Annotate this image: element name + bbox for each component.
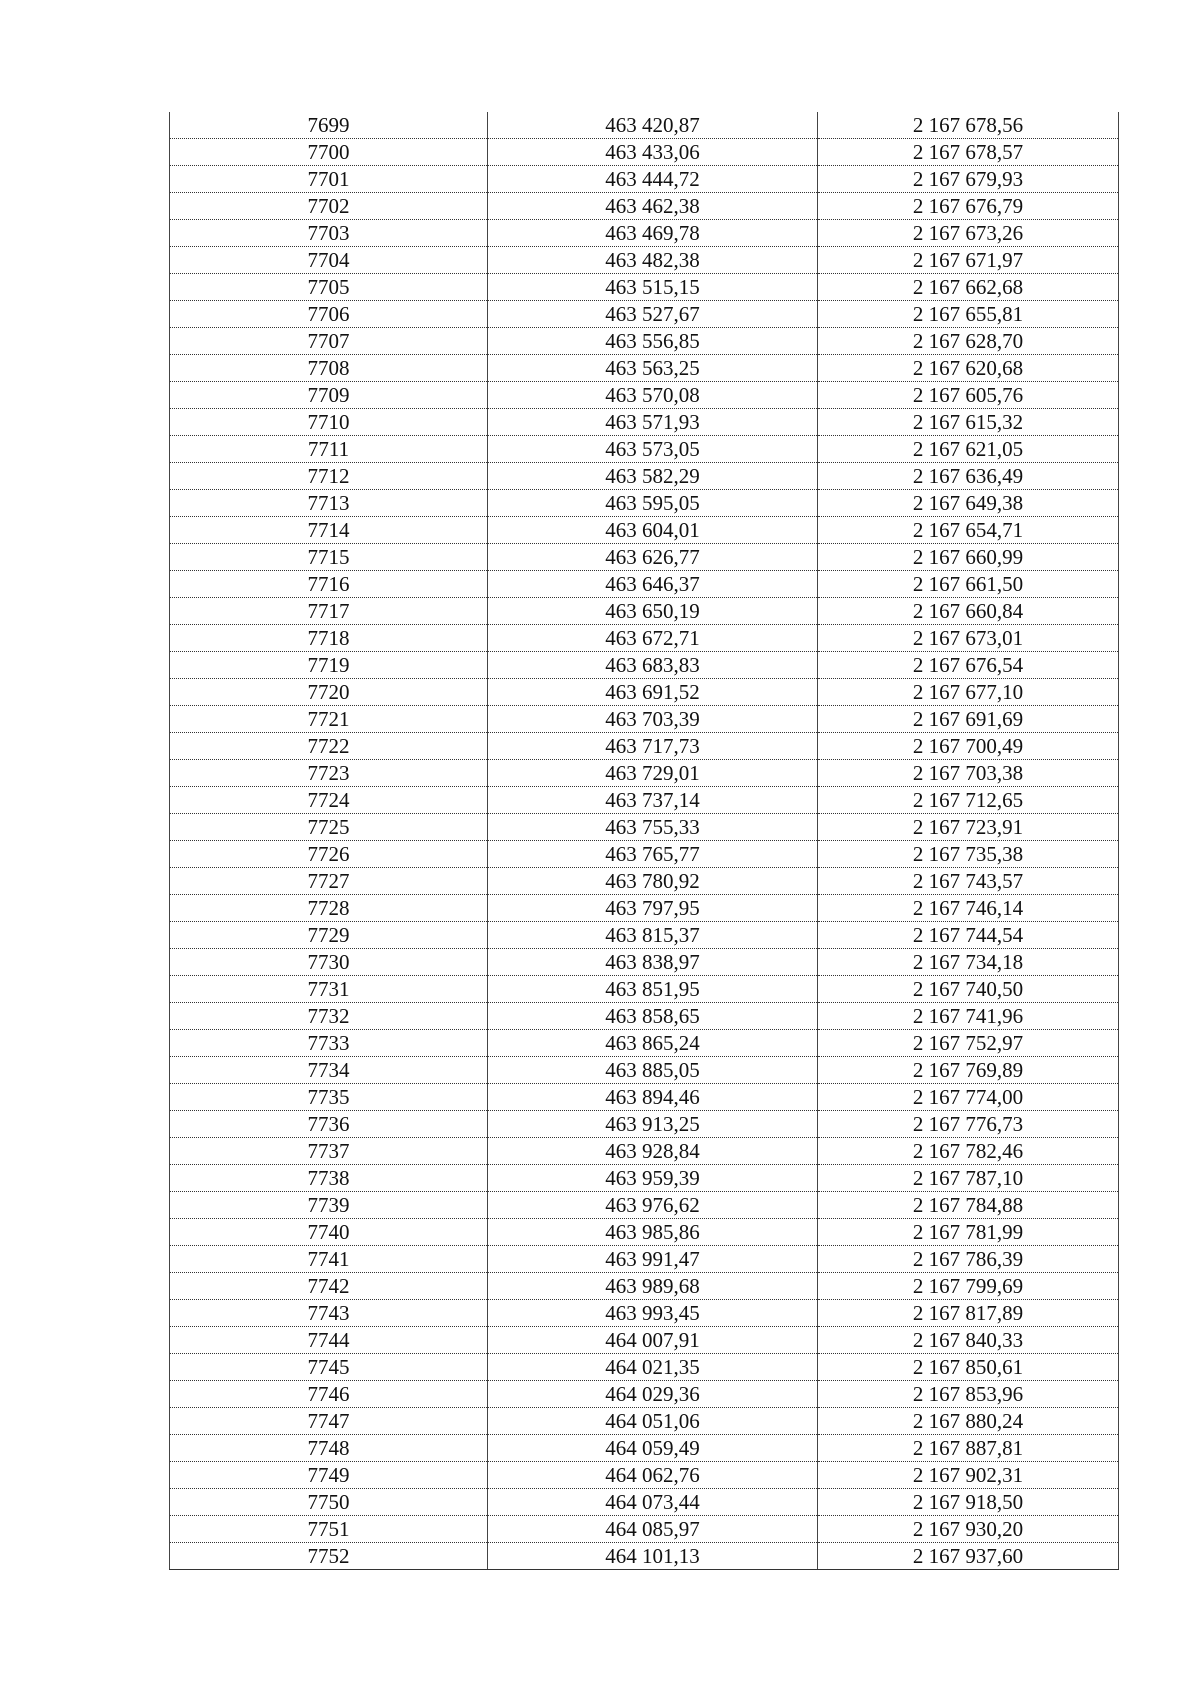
y-coordinate-cell: 2 167 786,39 bbox=[818, 1246, 1119, 1273]
point-number-cell: 7733 bbox=[170, 1030, 488, 1057]
table-row bbox=[170, 1138, 1119, 1165]
y-coordinate-cell: 2 167 676,79 bbox=[818, 193, 1119, 220]
table-row bbox=[170, 544, 1119, 571]
table-row bbox=[170, 517, 1119, 544]
point-number-cell: 7736 bbox=[170, 1111, 488, 1138]
point-number-cell: 7700 bbox=[170, 139, 488, 166]
y-coordinate-cell: 2 167 636,49 bbox=[818, 463, 1119, 490]
table-row bbox=[170, 1327, 1119, 1354]
table-row bbox=[170, 382, 1119, 409]
x-coordinate-cell: 463 582,29 bbox=[488, 463, 818, 490]
point-number-cell: 7741 bbox=[170, 1246, 488, 1273]
y-coordinate-cell: 2 167 735,38 bbox=[818, 841, 1119, 868]
x-coordinate-cell: 463 604,01 bbox=[488, 517, 818, 544]
x-coordinate-cell: 463 838,97 bbox=[488, 949, 818, 976]
table-row bbox=[170, 112, 1119, 139]
table-row bbox=[170, 571, 1119, 598]
point-number-cell: 7721 bbox=[170, 706, 488, 733]
point-number-cell: 7745 bbox=[170, 1354, 488, 1381]
y-coordinate-cell: 2 167 776,73 bbox=[818, 1111, 1119, 1138]
table-row bbox=[170, 625, 1119, 652]
point-number-cell: 7739 bbox=[170, 1192, 488, 1219]
table-row bbox=[170, 922, 1119, 949]
x-coordinate-cell: 464 021,35 bbox=[488, 1354, 818, 1381]
x-coordinate-cell: 463 913,25 bbox=[488, 1111, 818, 1138]
table-row bbox=[170, 1381, 1119, 1408]
table-row bbox=[170, 463, 1119, 490]
y-coordinate-cell: 2 167 887,81 bbox=[818, 1435, 1119, 1462]
point-number-cell: 7715 bbox=[170, 544, 488, 571]
point-number-cell: 7699 bbox=[170, 112, 488, 139]
y-coordinate-cell: 2 167 799,69 bbox=[818, 1273, 1119, 1300]
x-coordinate-cell: 463 815,37 bbox=[488, 922, 818, 949]
y-coordinate-cell: 2 167 937,60 bbox=[818, 1543, 1119, 1570]
y-coordinate-cell: 2 167 723,91 bbox=[818, 814, 1119, 841]
x-coordinate-cell: 464 051,06 bbox=[488, 1408, 818, 1435]
y-coordinate-cell: 2 167 743,57 bbox=[818, 868, 1119, 895]
x-coordinate-cell: 463 515,15 bbox=[488, 274, 818, 301]
x-coordinate-cell: 463 858,65 bbox=[488, 1003, 818, 1030]
table-row bbox=[170, 409, 1119, 436]
coordinates-table-body bbox=[170, 112, 1119, 1570]
x-coordinate-cell: 464 007,91 bbox=[488, 1327, 818, 1354]
table-row bbox=[170, 1300, 1119, 1327]
y-coordinate-cell: 2 167 840,33 bbox=[818, 1327, 1119, 1354]
x-coordinate-cell: 463 469,78 bbox=[488, 220, 818, 247]
y-coordinate-cell: 2 167 679,93 bbox=[818, 166, 1119, 193]
point-number-cell: 7703 bbox=[170, 220, 488, 247]
y-coordinate-cell: 2 167 662,68 bbox=[818, 274, 1119, 301]
y-coordinate-cell: 2 167 691,69 bbox=[818, 706, 1119, 733]
point-number-cell: 7714 bbox=[170, 517, 488, 544]
y-coordinate-cell: 2 167 677,10 bbox=[818, 679, 1119, 706]
x-coordinate-cell: 463 993,45 bbox=[488, 1300, 818, 1327]
point-number-cell: 7737 bbox=[170, 1138, 488, 1165]
y-coordinate-cell: 2 167 671,97 bbox=[818, 247, 1119, 274]
y-coordinate-cell: 2 167 615,32 bbox=[818, 409, 1119, 436]
x-coordinate-cell: 463 959,39 bbox=[488, 1165, 818, 1192]
table-row bbox=[170, 706, 1119, 733]
y-coordinate-cell: 2 167 746,14 bbox=[818, 895, 1119, 922]
point-number-cell: 7747 bbox=[170, 1408, 488, 1435]
point-number-cell: 7732 bbox=[170, 1003, 488, 1030]
point-number-cell: 7708 bbox=[170, 355, 488, 382]
x-coordinate-cell: 463 797,95 bbox=[488, 895, 818, 922]
point-number-cell: 7751 bbox=[170, 1516, 488, 1543]
table-row bbox=[170, 1165, 1119, 1192]
x-coordinate-cell: 463 420,87 bbox=[488, 112, 818, 139]
x-coordinate-cell: 463 433,06 bbox=[488, 139, 818, 166]
point-number-cell: 7716 bbox=[170, 571, 488, 598]
table-row bbox=[170, 895, 1119, 922]
point-number-cell: 7718 bbox=[170, 625, 488, 652]
y-coordinate-cell: 2 167 628,70 bbox=[818, 328, 1119, 355]
y-coordinate-cell: 2 167 902,31 bbox=[818, 1462, 1119, 1489]
y-coordinate-cell: 2 167 752,97 bbox=[818, 1030, 1119, 1057]
y-coordinate-cell: 2 167 660,84 bbox=[818, 598, 1119, 625]
table-row bbox=[170, 841, 1119, 868]
table-row bbox=[170, 1246, 1119, 1273]
x-coordinate-cell: 463 865,24 bbox=[488, 1030, 818, 1057]
table-row bbox=[170, 301, 1119, 328]
point-number-cell: 7734 bbox=[170, 1057, 488, 1084]
point-number-cell: 7735 bbox=[170, 1084, 488, 1111]
y-coordinate-cell: 2 167 654,71 bbox=[818, 517, 1119, 544]
x-coordinate-cell: 463 482,38 bbox=[488, 247, 818, 274]
x-coordinate-cell: 463 595,05 bbox=[488, 490, 818, 517]
x-coordinate-cell: 464 029,36 bbox=[488, 1381, 818, 1408]
x-coordinate-cell: 463 780,92 bbox=[488, 868, 818, 895]
table-row bbox=[170, 760, 1119, 787]
y-coordinate-cell: 2 167 918,50 bbox=[818, 1489, 1119, 1516]
y-coordinate-cell: 2 167 660,99 bbox=[818, 544, 1119, 571]
table-row bbox=[170, 1111, 1119, 1138]
x-coordinate-cell: 463 976,62 bbox=[488, 1192, 818, 1219]
point-number-cell: 7724 bbox=[170, 787, 488, 814]
point-number-cell: 7710 bbox=[170, 409, 488, 436]
y-coordinate-cell: 2 167 621,05 bbox=[818, 436, 1119, 463]
table-row bbox=[170, 814, 1119, 841]
table-row bbox=[170, 1030, 1119, 1057]
x-coordinate-cell: 463 765,77 bbox=[488, 841, 818, 868]
table-row bbox=[170, 328, 1119, 355]
x-coordinate-cell: 463 928,84 bbox=[488, 1138, 818, 1165]
y-coordinate-cell: 2 167 678,56 bbox=[818, 112, 1119, 139]
x-coordinate-cell: 463 573,05 bbox=[488, 436, 818, 463]
y-coordinate-cell: 2 167 649,38 bbox=[818, 490, 1119, 517]
y-coordinate-cell: 2 167 817,89 bbox=[818, 1300, 1119, 1327]
table-row bbox=[170, 1003, 1119, 1030]
y-coordinate-cell: 2 167 703,38 bbox=[818, 760, 1119, 787]
x-coordinate-cell: 463 444,72 bbox=[488, 166, 818, 193]
y-coordinate-cell: 2 167 673,26 bbox=[818, 220, 1119, 247]
x-coordinate-cell: 463 755,33 bbox=[488, 814, 818, 841]
y-coordinate-cell: 2 167 850,61 bbox=[818, 1354, 1119, 1381]
point-number-cell: 7749 bbox=[170, 1462, 488, 1489]
x-coordinate-cell: 464 085,97 bbox=[488, 1516, 818, 1543]
table-row bbox=[170, 868, 1119, 895]
point-number-cell: 7728 bbox=[170, 895, 488, 922]
table-row bbox=[170, 1462, 1119, 1489]
x-coordinate-cell: 463 691,52 bbox=[488, 679, 818, 706]
point-number-cell: 7725 bbox=[170, 814, 488, 841]
x-coordinate-cell: 463 703,39 bbox=[488, 706, 818, 733]
point-number-cell: 7726 bbox=[170, 841, 488, 868]
x-coordinate-cell: 463 894,46 bbox=[488, 1084, 818, 1111]
table-row bbox=[170, 166, 1119, 193]
table-row bbox=[170, 1354, 1119, 1381]
y-coordinate-cell: 2 167 661,50 bbox=[818, 571, 1119, 598]
table-row bbox=[170, 976, 1119, 1003]
table-row bbox=[170, 220, 1119, 247]
y-coordinate-cell: 2 167 605,76 bbox=[818, 382, 1119, 409]
x-coordinate-cell: 463 570,08 bbox=[488, 382, 818, 409]
table-row bbox=[170, 1219, 1119, 1246]
y-coordinate-cell: 2 167 769,89 bbox=[818, 1057, 1119, 1084]
table-row bbox=[170, 1435, 1119, 1462]
point-number-cell: 7706 bbox=[170, 301, 488, 328]
x-coordinate-cell: 464 059,49 bbox=[488, 1435, 818, 1462]
x-coordinate-cell: 463 717,73 bbox=[488, 733, 818, 760]
point-number-cell: 7743 bbox=[170, 1300, 488, 1327]
table-row bbox=[170, 1489, 1119, 1516]
y-coordinate-cell: 2 167 678,57 bbox=[818, 139, 1119, 166]
y-coordinate-cell: 2 167 741,96 bbox=[818, 1003, 1119, 1030]
point-number-cell: 7717 bbox=[170, 598, 488, 625]
x-coordinate-cell: 463 737,14 bbox=[488, 787, 818, 814]
point-number-cell: 7709 bbox=[170, 382, 488, 409]
table-row bbox=[170, 1408, 1119, 1435]
point-number-cell: 7752 bbox=[170, 1543, 488, 1570]
point-number-cell: 7748 bbox=[170, 1435, 488, 1462]
point-number-cell: 7705 bbox=[170, 274, 488, 301]
point-number-cell: 7707 bbox=[170, 328, 488, 355]
point-number-cell: 7719 bbox=[170, 652, 488, 679]
point-number-cell: 7723 bbox=[170, 760, 488, 787]
y-coordinate-cell: 2 167 620,68 bbox=[818, 355, 1119, 382]
x-coordinate-cell: 463 989,68 bbox=[488, 1273, 818, 1300]
table-row bbox=[170, 598, 1119, 625]
y-coordinate-cell: 2 167 734,18 bbox=[818, 949, 1119, 976]
point-number-cell: 7742 bbox=[170, 1273, 488, 1300]
y-coordinate-cell: 2 167 676,54 bbox=[818, 652, 1119, 679]
table-row bbox=[170, 193, 1119, 220]
y-coordinate-cell: 2 167 787,10 bbox=[818, 1165, 1119, 1192]
point-number-cell: 7729 bbox=[170, 922, 488, 949]
table-row bbox=[170, 949, 1119, 976]
y-coordinate-cell: 2 167 712,65 bbox=[818, 787, 1119, 814]
table-row bbox=[170, 1057, 1119, 1084]
point-number-cell: 7738 bbox=[170, 1165, 488, 1192]
coordinates-table bbox=[169, 112, 1119, 1570]
x-coordinate-cell: 464 062,76 bbox=[488, 1462, 818, 1489]
table-row bbox=[170, 490, 1119, 517]
y-coordinate-cell: 2 167 782,46 bbox=[818, 1138, 1119, 1165]
point-number-cell: 7713 bbox=[170, 490, 488, 517]
table-row bbox=[170, 787, 1119, 814]
point-number-cell: 7727 bbox=[170, 868, 488, 895]
point-number-cell: 7730 bbox=[170, 949, 488, 976]
y-coordinate-cell: 2 167 781,99 bbox=[818, 1219, 1119, 1246]
x-coordinate-cell: 463 985,86 bbox=[488, 1219, 818, 1246]
table-row bbox=[170, 436, 1119, 463]
x-coordinate-cell: 463 626,77 bbox=[488, 544, 818, 571]
point-number-cell: 7731 bbox=[170, 976, 488, 1003]
point-number-cell: 7720 bbox=[170, 679, 488, 706]
y-coordinate-cell: 2 167 784,88 bbox=[818, 1192, 1119, 1219]
table-row bbox=[170, 1192, 1119, 1219]
point-number-cell: 7711 bbox=[170, 436, 488, 463]
point-number-cell: 7750 bbox=[170, 1489, 488, 1516]
table-row bbox=[170, 1273, 1119, 1300]
y-coordinate-cell: 2 167 744,54 bbox=[818, 922, 1119, 949]
point-number-cell: 7722 bbox=[170, 733, 488, 760]
x-coordinate-cell: 463 672,71 bbox=[488, 625, 818, 652]
y-coordinate-cell: 2 167 673,01 bbox=[818, 625, 1119, 652]
table-row bbox=[170, 139, 1119, 166]
point-number-cell: 7704 bbox=[170, 247, 488, 274]
point-number-cell: 7744 bbox=[170, 1327, 488, 1354]
x-coordinate-cell: 463 885,05 bbox=[488, 1057, 818, 1084]
table-row bbox=[170, 1516, 1119, 1543]
point-number-cell: 7702 bbox=[170, 193, 488, 220]
y-coordinate-cell: 2 167 700,49 bbox=[818, 733, 1119, 760]
x-coordinate-cell: 463 729,01 bbox=[488, 760, 818, 787]
point-number-cell: 7712 bbox=[170, 463, 488, 490]
x-coordinate-cell: 463 563,25 bbox=[488, 355, 818, 382]
x-coordinate-cell: 463 571,93 bbox=[488, 409, 818, 436]
table-row bbox=[170, 1543, 1119, 1570]
x-coordinate-cell: 463 527,67 bbox=[488, 301, 818, 328]
y-coordinate-cell: 2 167 774,00 bbox=[818, 1084, 1119, 1111]
x-coordinate-cell: 463 991,47 bbox=[488, 1246, 818, 1273]
table-row bbox=[170, 1084, 1119, 1111]
y-coordinate-cell: 2 167 853,96 bbox=[818, 1381, 1119, 1408]
table-row bbox=[170, 679, 1119, 706]
x-coordinate-cell: 463 650,19 bbox=[488, 598, 818, 625]
table-row bbox=[170, 274, 1119, 301]
x-coordinate-cell: 463 556,85 bbox=[488, 328, 818, 355]
y-coordinate-cell: 2 167 880,24 bbox=[818, 1408, 1119, 1435]
point-number-cell: 7701 bbox=[170, 166, 488, 193]
point-number-cell: 7746 bbox=[170, 1381, 488, 1408]
y-coordinate-cell: 2 167 930,20 bbox=[818, 1516, 1119, 1543]
y-coordinate-cell: 2 167 740,50 bbox=[818, 976, 1119, 1003]
y-coordinate-cell: 2 167 655,81 bbox=[818, 301, 1119, 328]
x-coordinate-cell: 464 101,13 bbox=[488, 1543, 818, 1570]
x-coordinate-cell: 463 646,37 bbox=[488, 571, 818, 598]
table-row bbox=[170, 355, 1119, 382]
table-row bbox=[170, 652, 1119, 679]
x-coordinate-cell: 463 462,38 bbox=[488, 193, 818, 220]
table-row bbox=[170, 247, 1119, 274]
x-coordinate-cell: 463 851,95 bbox=[488, 976, 818, 1003]
table-row bbox=[170, 733, 1119, 760]
x-coordinate-cell: 464 073,44 bbox=[488, 1489, 818, 1516]
x-coordinate-cell: 463 683,83 bbox=[488, 652, 818, 679]
point-number-cell: 7740 bbox=[170, 1219, 488, 1246]
